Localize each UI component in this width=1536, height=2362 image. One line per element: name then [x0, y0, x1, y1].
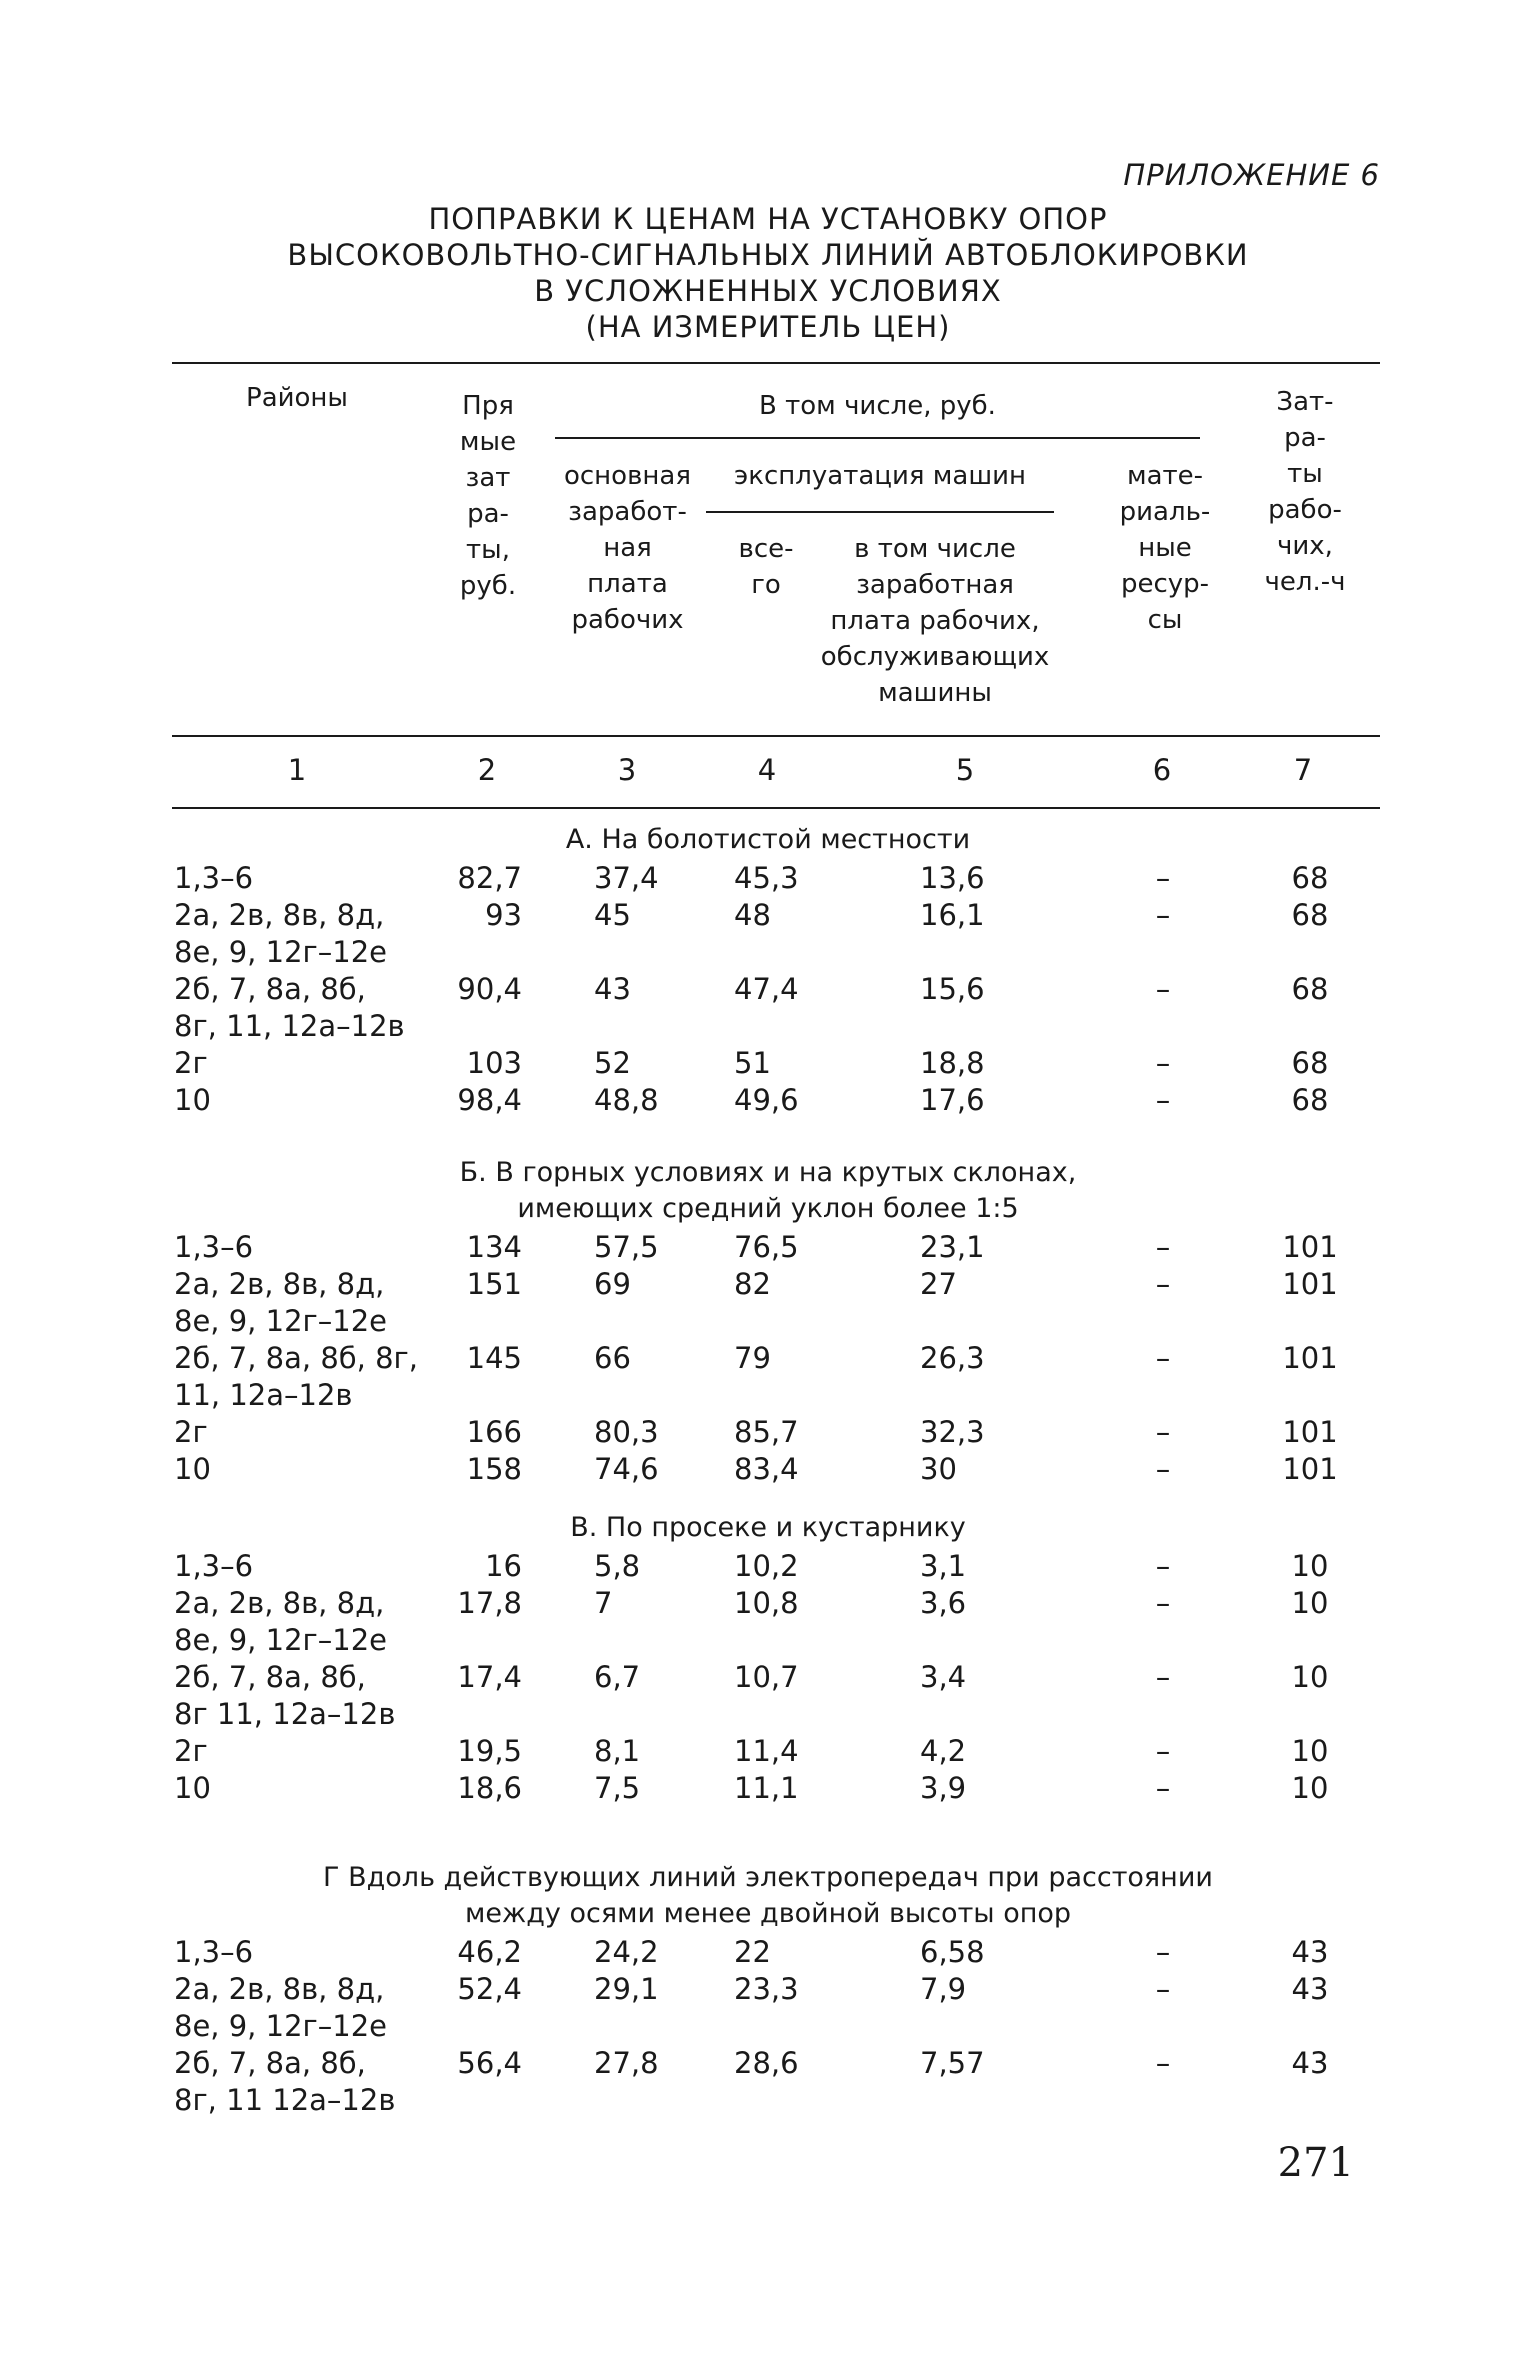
value-cell-col-2: 98,4 — [457, 1083, 522, 1117]
header-total: все- го — [738, 534, 794, 600]
value-cell-col-7: 101 — [1282, 1452, 1338, 1486]
district-cell: 2б, 7, 8а, 8б, — [174, 2046, 366, 2080]
value-cell-col-6: – — [1155, 1935, 1171, 1969]
col-number-4: 4 — [757, 753, 777, 787]
value-cell-col-2: 151 — [466, 1267, 522, 1301]
value-cell-col-5: 17,6 — [920, 1083, 985, 1117]
district-cell: 2б, 7, 8а, 8б, — [174, 972, 366, 1006]
value-cell-col-2: 17,4 — [457, 1660, 522, 1694]
col-number-6: 6 — [1152, 753, 1172, 787]
district-cell: 8е, 9, 12г–12е — [174, 1623, 387, 1657]
value-cell-col-7: 68 — [1291, 861, 1329, 895]
value-cell-col-3: 24,2 — [594, 1935, 659, 1969]
header-base-wage: основная заработ- ная плата рабочих — [563, 461, 691, 635]
machine-ops-rule — [706, 511, 1054, 513]
value-cell-col-5: 3,4 — [920, 1660, 967, 1694]
district-cell: 10 — [174, 1452, 211, 1486]
value-cell-col-6: – — [1155, 1771, 1171, 1805]
value-cell-col-5: 26,3 — [920, 1341, 985, 1375]
value-cell-col-6: – — [1155, 1083, 1171, 1117]
value-cell-col-2: 90,4 — [457, 972, 522, 1006]
title-line-1: ПОПРАВКИ К ЦЕНАМ НА УСТАНОВКУ ОПОР — [428, 202, 1108, 236]
value-cell-col-4: 51 — [734, 1046, 771, 1080]
value-cell-col-4: 45,3 — [734, 861, 799, 895]
table-top-rule — [172, 362, 1380, 364]
value-cell-col-4: 85,7 — [734, 1415, 799, 1449]
value-cell-col-3: 69 — [594, 1267, 631, 1301]
value-cell-col-5: 32,3 — [920, 1415, 985, 1449]
value-cell-col-5: 30 — [920, 1452, 957, 1486]
value-cell-col-6: – — [1155, 2046, 1171, 2080]
value-cell-col-3: 52 — [594, 1046, 631, 1080]
value-cell-col-4: 11,4 — [734, 1734, 799, 1768]
value-cell-col-4: 11,1 — [734, 1771, 799, 1805]
value-cell-col-7: 68 — [1291, 898, 1329, 932]
value-cell-col-2: 158 — [466, 1452, 522, 1486]
value-cell-col-5: 7,9 — [920, 1972, 967, 2006]
title-line-3: В УСЛОЖНЕННЫХ УСЛОВИЯХ — [534, 274, 1002, 308]
value-cell-col-3: 37,4 — [594, 861, 659, 895]
value-cell-col-2: 52,4 — [457, 1972, 522, 2006]
value-cell-col-3: 80,3 — [594, 1415, 659, 1449]
header-materials: мате- риаль- ные ресур- сы — [1119, 461, 1211, 635]
value-cell-col-7: 101 — [1282, 1415, 1338, 1449]
value-cell-col-7: 43 — [1291, 1972, 1329, 2006]
value-cell-col-3: 5,8 — [594, 1549, 641, 1583]
header-including: В том числе, руб. — [759, 391, 996, 421]
title-line-2: ВЫСОКОВОЛЬТНО-СИГНАЛЬНЫХ ЛИНИЙ АВТОБЛОКИРОВКИ — [287, 238, 1249, 272]
header-districts: Районы — [246, 383, 348, 413]
value-cell-col-5: 3,1 — [920, 1549, 967, 1583]
value-cell-col-6: – — [1155, 898, 1171, 932]
header-bottom-rule — [172, 735, 1380, 737]
value-cell-col-2: 134 — [466, 1230, 522, 1264]
value-cell-col-7: 101 — [1282, 1267, 1338, 1301]
section-title: имеющих средний уклон более 1:5 — [517, 1193, 1019, 1224]
value-cell-col-7: 68 — [1291, 1046, 1329, 1080]
district-cell: 1,3–6 — [174, 861, 254, 895]
district-cell: 2б, 7, 8а, 8б, 8г, — [174, 1341, 418, 1375]
district-cell: 10 — [174, 1083, 211, 1117]
value-cell-col-2: 82,7 — [457, 861, 522, 895]
value-cell-col-2: 56,4 — [457, 2046, 522, 2080]
value-cell-col-7: 10 — [1291, 1660, 1329, 1694]
value-cell-col-3: 66 — [594, 1341, 631, 1375]
value-cell-col-3: 57,5 — [594, 1230, 659, 1264]
district-cell: 2г — [174, 1046, 208, 1080]
value-cell-col-2: 93 — [485, 898, 522, 932]
value-cell-col-3: 7,5 — [594, 1771, 641, 1805]
district-cell: 1,3–6 — [174, 1549, 254, 1583]
value-cell-col-5: 4,2 — [920, 1734, 967, 1768]
value-cell-col-6: – — [1155, 1415, 1171, 1449]
value-cell-col-7: 101 — [1282, 1230, 1338, 1264]
value-cell-col-7: 10 — [1291, 1586, 1329, 1620]
value-cell-col-6: – — [1155, 1972, 1171, 2006]
value-cell-col-7: 68 — [1291, 972, 1329, 1006]
value-cell-col-4: 10,7 — [734, 1660, 799, 1694]
district-cell: 1,3–6 — [174, 1935, 254, 1969]
value-cell-col-6: – — [1155, 1267, 1171, 1301]
value-cell-col-2: 16 — [485, 1549, 522, 1583]
value-cell-col-4: 79 — [734, 1341, 771, 1375]
value-cell-col-7: 10 — [1291, 1734, 1329, 1768]
value-cell-col-4: 49,6 — [734, 1083, 799, 1117]
value-cell-col-5: 6,58 — [920, 1935, 985, 1969]
value-cell-col-6: – — [1155, 1660, 1171, 1694]
value-cell-col-4: 48 — [734, 898, 771, 932]
value-cell-col-2: 18,6 — [457, 1771, 522, 1805]
value-cell-col-7: 10 — [1291, 1771, 1329, 1805]
section-title: Г Вдоль действующих линий электропередач при расстоянии — [323, 1862, 1213, 1893]
page-number: 271 — [1277, 2140, 1354, 2186]
value-cell-col-4: 47,4 — [734, 972, 799, 1006]
value-cell-col-5: 13,6 — [920, 861, 985, 895]
value-cell-col-3: 74,6 — [594, 1452, 659, 1486]
value-cell-col-6: – — [1155, 1734, 1171, 1768]
district-cell: 1,3–6 — [174, 1230, 254, 1264]
value-cell-col-5: 3,6 — [920, 1586, 967, 1620]
header-incl-wage: в том числе заработная плата рабочих, обслуживающих машины — [820, 534, 1050, 708]
value-cell-col-6: – — [1155, 1341, 1171, 1375]
col-number-2: 2 — [477, 753, 497, 787]
value-cell-col-5: 3,9 — [920, 1771, 967, 1805]
value-cell-col-6: – — [1155, 861, 1171, 895]
section-title: между осями менее двойной высоты опор — [464, 1898, 1072, 1929]
value-cell-col-5: 18,8 — [920, 1046, 985, 1080]
district-cell: 8е, 9, 12г–12е — [174, 1304, 387, 1338]
value-cell-col-2: 19,5 — [457, 1734, 522, 1768]
numbers-bottom-rule — [172, 807, 1380, 809]
district-cell: 2а, 2в, 8в, 8д, — [174, 1972, 385, 2006]
value-cell-col-3: 43 — [594, 972, 631, 1006]
value-cell-col-6: – — [1155, 1452, 1171, 1486]
value-cell-col-5: 27 — [920, 1267, 957, 1301]
value-cell-col-6: – — [1155, 1046, 1171, 1080]
district-cell: 2а, 2в, 8в, 8д, — [174, 898, 385, 932]
value-cell-col-6: – — [1155, 1586, 1171, 1620]
title-line-4: (НА ИЗМЕРИТЕЛЬ ЦЕН) — [585, 310, 951, 344]
district-cell: 8г 11, 12а–12в — [174, 1697, 396, 1731]
including-rule — [555, 437, 1200, 439]
value-cell-col-2: 103 — [466, 1046, 522, 1080]
col-number-3: 3 — [617, 753, 637, 787]
header-machine-ops: эксплуатация машин — [733, 461, 1027, 491]
district-cell: 11, 12а–12в — [174, 1378, 353, 1412]
value-cell-col-4: 82 — [734, 1267, 771, 1301]
col-number-1: 1 — [287, 753, 307, 787]
header-labor: Зат- ра- ты рабо- чих, чел.-ч — [1264, 387, 1346, 597]
value-cell-col-6: – — [1155, 1230, 1171, 1264]
value-cell-col-4: 10,8 — [734, 1586, 799, 1620]
value-cell-col-7: 10 — [1291, 1549, 1329, 1583]
district-cell: 2а, 2в, 8в, 8д, — [174, 1267, 385, 1301]
col-number-7: 7 — [1293, 753, 1313, 787]
value-cell-col-2: 145 — [466, 1341, 522, 1375]
appendix-label: ПРИЛОЖЕНИЕ 6 — [1123, 158, 1380, 192]
value-cell-col-6: – — [1155, 972, 1171, 1006]
district-cell: 2б, 7, 8а, 8б, — [174, 1660, 366, 1694]
value-cell-col-7: 68 — [1291, 1083, 1329, 1117]
district-cell: 2а, 2в, 8в, 8д, — [174, 1586, 385, 1620]
value-cell-col-3: 7 — [594, 1586, 613, 1620]
value-cell-col-4: 22 — [734, 1935, 771, 1969]
value-cell-col-3: 27,8 — [594, 2046, 659, 2080]
value-cell-col-4: 10,2 — [734, 1549, 799, 1583]
value-cell-col-4: 28,6 — [734, 2046, 799, 2080]
district-cell: 2г — [174, 1415, 208, 1449]
value-cell-col-5: 7,57 — [920, 2046, 985, 2080]
district-cell: 10 — [174, 1771, 211, 1805]
value-cell-col-5: 23,1 — [920, 1230, 985, 1264]
value-cell-col-2: 46,2 — [457, 1935, 522, 1969]
district-cell: 8г, 11, 12а–12в — [174, 1009, 405, 1043]
value-cell-col-3: 29,1 — [594, 1972, 659, 2006]
header-direct-costs: Пря мые зат ра- ты, руб. — [459, 391, 517, 601]
value-cell-col-2: 17,8 — [457, 1586, 522, 1620]
value-cell-col-3: 48,8 — [594, 1083, 659, 1117]
section-title: В. По просеке и кустарнику — [570, 1512, 966, 1543]
district-cell: 8е, 9, 12г–12е — [174, 2009, 387, 2043]
value-cell-col-7: 43 — [1291, 2046, 1329, 2080]
value-cell-col-3: 6,7 — [594, 1660, 641, 1694]
value-cell-col-4: 23,3 — [734, 1972, 799, 2006]
district-cell: 8е, 9, 12г–12е — [174, 935, 387, 969]
section-title: А. На болотистой местности — [565, 824, 971, 855]
value-cell-col-7: 101 — [1282, 1341, 1338, 1375]
value-cell-col-7: 43 — [1291, 1935, 1329, 1969]
value-cell-col-6: – — [1155, 1549, 1171, 1583]
value-cell-col-5: 15,6 — [920, 972, 985, 1006]
value-cell-col-4: 76,5 — [734, 1230, 799, 1264]
value-cell-col-4: 83,4 — [734, 1452, 799, 1486]
value-cell-col-5: 16,1 — [920, 898, 985, 932]
col-number-5: 5 — [955, 753, 975, 787]
value-cell-col-2: 166 — [466, 1415, 522, 1449]
district-cell: 8г, 11 12а–12в — [174, 2083, 396, 2117]
value-cell-col-3: 45 — [594, 898, 631, 932]
district-cell: 2г — [174, 1734, 208, 1768]
section-title: Б. В горных условиях и на крутых склонах, — [459, 1157, 1077, 1188]
value-cell-col-3: 8,1 — [594, 1734, 641, 1768]
